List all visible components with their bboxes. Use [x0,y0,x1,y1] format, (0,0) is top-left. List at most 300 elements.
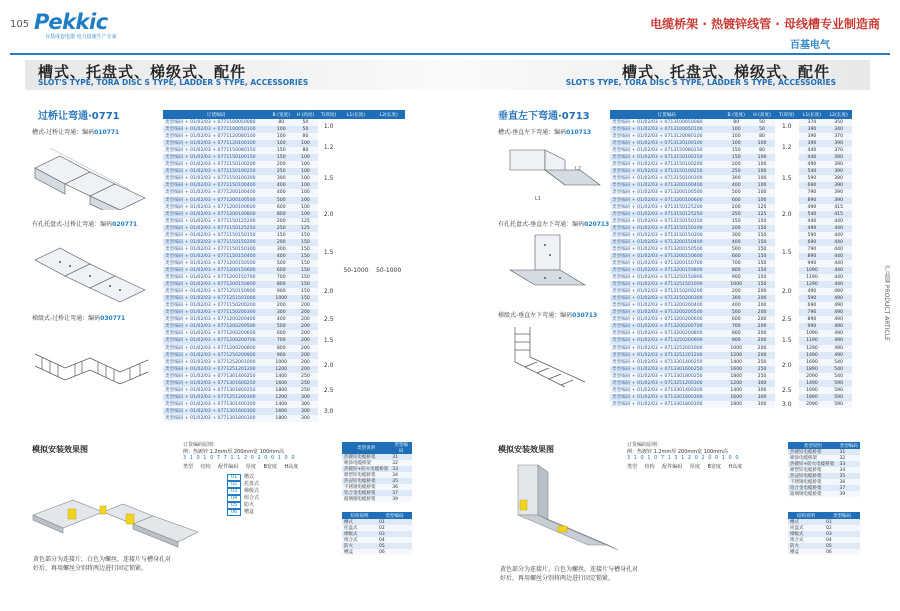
width-cell: 200 [269,161,293,168]
height-cell: 100 [749,189,775,196]
table-row [610,274,852,281]
l1-length-cell: 1890 [799,394,826,401]
order-code-cell: 类型编码 + 01/02/03 + 0771301800250 [163,387,269,394]
l1-length-cell: 390 [799,126,826,133]
height-cell: 100 [749,197,775,204]
height-cell: 200 [749,345,775,352]
width-cell: 300 [269,175,293,182]
height-cell: 200 [293,352,317,359]
l1-length-cell: 690 [799,239,826,246]
height-cell: 100 [293,168,317,175]
l2-length-cell: 490 [825,316,852,323]
l1-length-cell: 490 [799,288,826,295]
width-cell: 500 [723,189,749,196]
thickness-cell: 1.2 [318,133,340,161]
l2-length-cell: 490 [825,302,852,309]
order-code-cell: 类型编码 + 01/02/03 + 0771150125200 [163,218,269,225]
order-code-cell: 类型编码 + 01/02/03 + 0713301800250 [610,373,723,380]
l1-length-cell: 1490 [799,352,826,359]
order-code-cell: 类型编码 + 01/02/03 + 0771200150800 [163,281,269,288]
l1-length-cell: 790 [799,189,826,196]
l2-length-cell: 390 [825,168,852,175]
thickness-cell: 1.5 [318,330,340,351]
width-cell: 1200 [723,352,749,359]
width-cell: 500 [269,323,293,330]
l2-length-cell: 370 [825,147,852,154]
order-code-cell: 类型编码 + 01/02/03 + 0771200200500 [163,323,269,330]
table-row [610,380,852,387]
width-cell: 900 [269,352,293,359]
l2-length-cell: 440 [825,239,852,246]
thickness-cell: 2.0 [318,274,340,309]
order-code-cell: 类型编码 + 01/02/03 + 0713150150150 [610,218,723,225]
table-header: H (高度) [749,110,775,119]
thickness-cell: 2.0 [775,274,799,309]
table-row [610,267,852,274]
thickness-cell: 2.0 [775,197,799,232]
width-cell: 700 [269,337,293,344]
order-code-cell: 类型编码 + 01/02/03 + 0713301800300 [610,401,723,408]
width-cell: 150 [269,232,293,239]
l1-length-cell: 890 [799,197,826,204]
order-code-cell: 类型编码 + 01/02/03 + 0771150150150 [163,232,269,239]
width-cell: 900 [269,288,293,295]
height-cell: 125 [749,211,775,218]
order-code-cell: 类型编码 + 01/02/03 + 0771150100200 [163,161,269,168]
table-row [610,352,852,359]
height-cell: 150 [749,253,775,260]
right-page [450,0,900,611]
width-cell: 200 [723,288,749,295]
width-cell: 300 [723,295,749,302]
height-cell: 200 [749,316,775,323]
table-row [610,161,852,168]
width-cell: 900 [723,337,749,344]
order-code-cell: 类型编码 + 01/02/03 + 0713120100100 [610,140,723,147]
thickness-cell: 3.0 [775,401,799,408]
table-row [610,232,852,239]
product-label-slot: 槽式-垂直左下弯通：编码010713 [498,129,592,136]
order-code-cell: 类型编码 + 01/02/03 + 0713120080100 [610,133,723,140]
order-code-cell: 类型编码 + 01/02/03 + 0713150200200 [610,288,723,295]
product-label-tray: 有孔托盘式-过桥让弯通：编码020771 [32,221,138,228]
l2-length-cell: 390 [825,154,852,161]
width-cell: 200 [269,302,293,309]
ladder-vertical-bend-drawing [505,322,605,397]
width-cell: 300 [269,309,293,316]
order-code-cell: 类型编码 + 01/02/03 + 0713251200300 [610,380,723,387]
width-cell: 100 [723,126,749,133]
l2-length-cell: 490 [825,345,852,352]
header-rule [10,53,450,55]
thickness-cell: 2.5 [775,309,799,330]
order-parts: 类型 结构 配件编码 厚度 B宽度 H高度 [183,464,299,470]
height-cell: 150 [293,295,317,302]
thickness-cell: 1.0 [775,119,799,133]
table-row [610,295,852,302]
product-code-title: 过桥让弯通·0771 [38,111,120,122]
page-number: 105 [10,19,30,30]
width-cell: 600 [269,267,293,274]
l2-length-cell: 490 [825,309,852,316]
l1-length-cell: 1690 [799,359,826,366]
height-cell: 150 [293,246,317,253]
width-cell: 1600 [723,394,749,401]
width-cell: 150 [723,147,749,154]
l2-length-cell: 440 [825,218,852,225]
l2-length-cell: 590 [825,387,852,394]
type-code-table: 类型说明 类型编码 热镀锌电缆桥架 31 喷涂电缆桥架 32 热镀锌+防火电缆桥架 33 喷塑锌电缆桥架 34 热浸锌电缆桥架 35 不锈钢电缆桥架 36 铝合金电缆桥架 37 玻璃钢电缆桥架 39 [788,442,860,497]
width-cell: 150 [269,154,293,161]
width-cell: 1400 [723,387,749,394]
slot-bridge-bend-drawing [30,138,155,210]
height-cell: 300 [749,394,775,401]
width-cell: 1400 [723,359,749,366]
l1-length-cell: 2090 [799,373,826,380]
product-label-tray: 有孔托盘式-垂直左下弯通：编码020713 [498,221,610,228]
width-cell: 700 [269,274,293,281]
table-row [610,260,852,267]
l2-length-cell: 415 [825,211,852,218]
height-cell: 100 [749,168,775,175]
table-row [610,366,852,373]
table-header: T(厚度) [775,110,799,119]
table-row [610,359,852,366]
width-cell: 150 [723,218,749,225]
order-code-cell: 类型编码 + 01/02/03 + 0713200200700 [610,323,723,330]
table-header: L2(长度) [372,110,405,119]
order-code-cell: 类型编码 + 01/02/03 + 0713200150800 [610,267,723,274]
width-cell: 100 [269,133,293,140]
height-cell: 150 [749,267,775,274]
height-cell: 150 [293,288,317,295]
l1-length-cell: 1890 [799,366,826,373]
width-cell: 250 [269,168,293,175]
l2-length-cell: 490 [825,295,852,302]
height-cell: 200 [749,295,775,302]
table-row [610,281,852,288]
l1-length-cell: 440 [799,147,826,154]
install-title: 模拟安装效果图 [498,445,554,454]
width-cell: 200 [723,225,749,232]
order-code-cell: 类型编码 + 01/02/03 + 0713200150500 [610,246,723,253]
height-cell: 80 [749,133,775,140]
order-code-cell: 类型编码 + 01/02/03 + 0713100050080 [610,119,723,126]
height-cell: 100 [293,140,317,147]
height-cell: 125 [293,218,317,225]
slot-vertical-bend-drawing [505,140,605,210]
height-cell: 100 [293,175,317,182]
order-parts: 类型 结构 配件编码 厚度 B宽度 H高度 [627,464,743,470]
width-cell: 600 [723,197,749,204]
order-code-cell: 类型编码 + 01/02/03 + 0713150125200 [610,204,723,211]
l1-length-cell: 1290 [799,281,826,288]
order-code-cell: 类型编码 + 01/02/03 + 0771200150600 [163,267,269,274]
tray-bridge-bend-drawing [30,232,155,304]
height-cell: 150 [749,246,775,253]
l1-length-cell: 690 [799,182,826,189]
section-title: 槽式、托盘式、梯级式、配件 [621,63,830,81]
order-code-cell: 类型编码 + 01/02/03 + 0713150150200 [610,225,723,232]
order-code-cell: 类型编码 + 01/02/03 + 0771150200300 [163,309,269,316]
height-cell: 50 [293,126,317,133]
height-cell: 200 [293,309,317,316]
width-cell: 100 [723,140,749,147]
width-cell: 250 [723,211,749,218]
order-example: 例：热镀锌 1.2mm厚 200mm宽 100mm高 [627,449,729,455]
order-code-cell: 类型编码 + 01/02/03 + 0713200100600 [610,197,723,204]
order-code-cell: 类型编码 + 01/02/03 + 0713150125250 [610,211,723,218]
width-cell: 500 [269,260,293,267]
order-code-cell: 类型编码 + 01/02/03 + 0771200150700 [163,274,269,281]
table-row [610,330,852,337]
table-row [610,147,852,154]
order-code-cell: 类型编码 + 01/02/03 + 0771250200900 [163,352,269,359]
order-code-cell: 类型编码 + 01/02/03 + 0713150100300 [610,175,723,182]
l1-length-cell: 790 [799,309,826,316]
install-render [28,470,218,550]
l1-length-cell: 790 [799,246,826,253]
order-code-cell: 类型编码 + 01/02/03 + 0771200100500 [163,197,269,204]
order-code-cell: 类型编码 + 01/02/03 + 0771150150400 [163,253,269,260]
order-code-cell: 类型编码 + 01/02/03 + 0713200200600 [610,316,723,323]
height-cell: 100 [293,154,317,161]
height-cell: 100 [293,189,317,196]
width-cell: 300 [723,232,749,239]
height-cell: 100 [293,161,317,168]
width-cell: 1000 [269,295,293,302]
width-cell: 100 [269,126,293,133]
width-cell: 400 [269,316,293,323]
l2-length-cell: 440 [825,281,852,288]
height-cell: 100 [749,140,775,147]
width-cell: 250 [723,168,749,175]
section-title: 槽式、托盘式、梯级式、配件 [38,63,247,81]
table-row [610,204,852,211]
height-cell: 300 [293,394,317,401]
order-code-cell: 类型编码 + 01/02/03 + 0771120080100 [163,133,269,140]
order-code-cell: 类型编码 + 01/02/03 + 0771150150300 [163,246,269,253]
install-render [498,460,633,560]
thickness-cell: 1.0 [318,119,340,133]
logo-subtitle: 百基成套电器 电力设施生产专家 [45,34,117,40]
height-cell: 100 [749,175,775,182]
order-code-cell: 类型编码 + 01/02/03 + 0771250150900 [163,288,269,295]
width-cell: 800 [723,330,749,337]
height-cell: 150 [749,225,775,232]
l1-length-cell: 590 [799,175,826,182]
height-cell: 300 [293,415,317,422]
product-label-ladder: 梯级式-过桥让弯通：编码030771 [32,315,126,322]
width-cell: 1800 [269,415,293,422]
l2-length-cell: 390 [825,189,852,196]
width-cell: 800 [269,211,293,218]
table-row [610,175,852,182]
width-cell: 1000 [269,359,293,366]
height-cell: 250 [749,359,775,366]
table-header: 订货编码 [163,110,269,119]
l1-length-cell: 1290 [799,345,826,352]
thickness-cell: 1.5 [318,232,340,274]
table-row [610,302,852,309]
width-cell: 500 [723,309,749,316]
height-cell: 200 [749,309,775,316]
header-rule [450,53,890,55]
height-cell: 200 [749,352,775,359]
order-code-cell: 类型编码 + 01/02/03 + 0713200100400 [610,182,723,189]
width-cell: 600 [723,316,749,323]
height-cell: 100 [749,161,775,168]
height-cell: 150 [749,260,775,267]
l2-length-cell: 540 [825,359,852,366]
width-cell: 1600 [269,408,293,415]
order-code-cell: 类型编码 + 01/02/03 + 0771150080150 [163,147,269,154]
thickness-cell: 2.0 [775,352,799,380]
height-cell: 200 [293,366,317,373]
height-cell: 150 [293,274,317,281]
order-code-cell: 类型编码 + 01/02/03 + 0713251501000 [610,281,723,288]
width-cell: 1600 [269,380,293,387]
table-row [610,189,852,196]
order-code-cell: 类型编码 + 01/02/03 + 0713200150700 [610,260,723,267]
order-code-cell: 类型编码 + 01/02/03 + 0771200100800 [163,211,269,218]
table-header: 订货编码 [610,110,723,119]
slogan: 电缆桥架 · 热镀锌线管 · 母线槽专业制造商 [650,17,880,31]
table-row [610,197,852,204]
thickness-cell: 1.5 [775,232,799,274]
l2-length-cell: 340 [825,126,852,133]
width-cell: 100 [269,140,293,147]
width-cell: 900 [723,274,749,281]
height-cell: 100 [293,211,317,218]
height-cell: 200 [293,345,317,352]
order-code-cell: 类型编码 + 01/02/03 + 0771200100400 [163,189,269,196]
table-header: B (宽度) [269,110,293,119]
l2-length-cell: 390 [825,175,852,182]
order-code-cell: 类型编码 + 01/02/03 + 0713150100250 [610,168,723,175]
l2-length-cell: 490 [825,352,852,359]
order-code-cell: 类型编码 + 01/02/03 + 0771251200300 [163,394,269,401]
order-code-cell: 类型编码 + 01/02/03 + 0713150100150 [610,154,723,161]
order-code-cell: 类型编码 + 01/02/03 + 0713200200500 [610,309,723,316]
l2-length-cell: 350 [825,119,852,126]
height-cell: 200 [293,316,317,323]
width-cell: 1200 [269,366,293,373]
tray-vertical-bend-drawing [505,230,605,300]
l2-length-cell: 490 [825,288,852,295]
order-code-cell: 类型编码 + 01/02/03 + 0771200200700 [163,337,269,344]
height-cell: 80 [293,133,317,140]
order-code-cell: 类型编码 + 01/02/03 + 0771120100100 [163,140,269,147]
height-cell: 200 [749,330,775,337]
height-cell: 300 [293,401,317,408]
height-cell: 250 [293,380,317,387]
l2-length-cell: 440 [825,225,852,232]
svg-text:L2: L2 [575,166,581,172]
l2-length-cell: 590 [825,394,852,401]
order-example-code: 3 1 0 1 0 7 7 1 1 2 0 2 0 0 1 0 0 [183,455,296,461]
l1-length-cell: 2090 [799,401,826,408]
order-code-cell: 类型编码 + 01/02/03 + 0771100050100 [163,126,269,133]
width-cell: 400 [269,189,293,196]
height-cell: 200 [749,337,775,344]
height-cell: 150 [293,253,317,260]
thickness-cell: 1.5 [775,161,799,196]
height-cell: 100 [293,182,317,189]
order-code-cell: 类型编码 + 01/02/03 + 0771200200400 [163,316,269,323]
l1-length-cell: 440 [799,218,826,225]
l1-length-cell: 990 [799,260,826,267]
width-cell: 400 [269,253,293,260]
order-code-cell: 类型编码 + 01/02/03 + 0771251501000 [163,295,269,302]
table-row [610,288,852,295]
l2-length-cell: 440 [825,260,852,267]
order-code-cell: 类型编码 + 01/02/03 + 0713200150600 [610,253,723,260]
l1-length-cell: 540 [799,211,826,218]
order-example-code: 3 1 0 1 0 7 1 3 1 2 0 2 0 0 1 0 0 [627,455,740,461]
l1-length-cell: 890 [799,253,826,260]
table-row [610,387,852,394]
l1-length-cell: 370 [799,119,826,126]
order-code-cell: 类型编码 + 01/02/03 + 0771301600250 [163,380,269,387]
table-header: T(厚度) [318,110,340,119]
table-row [610,239,852,246]
left-spec-table [163,110,405,422]
table-row [610,211,852,218]
width-cell: 500 [723,246,749,253]
table-row [610,309,852,316]
order-code-cell: 类型编码 + 01/02/03 + 0713250150900 [610,274,723,281]
l1-length-cell: 390 [799,140,826,147]
l2-length-cell: 440 [825,267,852,274]
struct-code-table: 结构说明 类型编码 槽式 01 托盘式 02 梯级式 03 组合式 04 防火 05 槽盒 06 [342,512,412,555]
table-row [610,394,852,401]
width-cell: 600 [269,330,293,337]
width-cell: 700 [723,323,749,330]
order-code-cell: 类型编码 + 01/02/03 + 0771252001000 [163,359,269,366]
l2-length-cell: 490 [825,323,852,330]
width-cell: 150 [723,154,749,161]
table-row [610,119,852,126]
l2-length-cell: 440 [825,253,852,260]
l2-length-cell: 390 [825,161,852,168]
table-row [610,168,852,175]
height-cell: 150 [749,218,775,225]
table-row [610,154,852,161]
l2-length-cell: 50-1000 [372,119,405,422]
order-example: 例：热镀锌 1.2mm厚 200mm宽 100mm高 [183,449,285,455]
height-cell: 200 [749,323,775,330]
l1-length-cell: 50-1000 [340,119,373,422]
width-cell: 200 [269,239,293,246]
order-code-cell: 类型编码 + 01/02/03 + 0713200200800 [610,330,723,337]
height-cell: 150 [749,239,775,246]
order-code-cell: 类型编码 + 01/02/03 + 0713150150300 [610,232,723,239]
product-code-title: 垂直左下弯通·0713 [498,111,590,122]
height-cell: 200 [293,323,317,330]
order-code-cell: 类型编码 + 01/02/03 + 0771301600300 [163,408,269,415]
table-row [610,323,852,330]
table-row [610,345,852,352]
l2-length-cell: 370 [825,133,852,140]
order-code-cell: 类型编码 + 01/02/03 + 0771150200200 [163,302,269,309]
width-cell: 200 [723,161,749,168]
height-cell: 200 [749,288,775,295]
height-cell: 125 [293,225,317,232]
height-cell: 150 [293,260,317,267]
height-cell: 150 [293,232,317,239]
order-title: 订货编码原则： [627,442,663,448]
